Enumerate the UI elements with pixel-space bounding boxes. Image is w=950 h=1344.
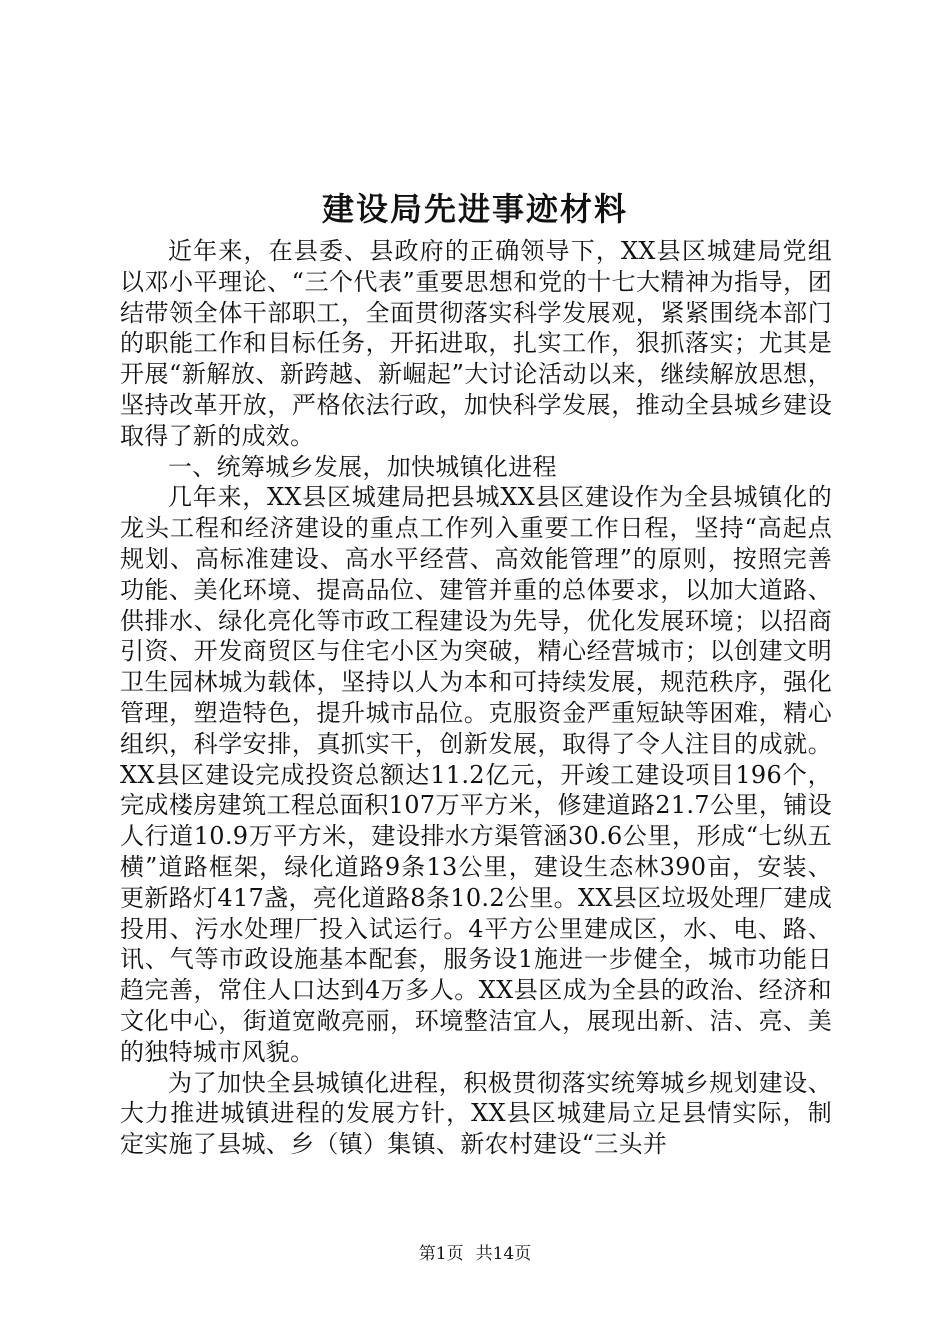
page-number: 第1页: [418, 1244, 464, 1264]
page-total: 共14页: [475, 1244, 532, 1264]
page-footer: [0, 1242, 950, 1266]
paragraph-urbanization: 为了加快全县城镇化进程，积极贯彻落实统筹城乡规划建设、大力推进城镇进程的发展方针，XX县区城建局立足县情实际，制定实施了县城、乡（镇）集镇、新农村建设“三头并: [120, 1068, 832, 1159]
document-title: 建设局先进事迹材料: [321, 190, 628, 228]
paragraph-intro: 近年来，在县委、县政府的正确领导下，XX县区城建局党组以邓小平理论、“三个代表”重要思想和党的十七大精神为指导，团结带领全体干部职工，全面贯彻落实科学发展观，紧紧围绕本部门的职能工作和目标任务，开拓进取，扎实工作，狠抓落实；尤其是开展“新解放、新跨越、新崛起”大讨论活动以来，继续解放思想，坚持改革开放，严格依法行政，加快科学发展，推动全县城乡建设取得了新的成效。: [120, 237, 832, 450]
section-heading: 一、统筹城乡发展，加快城镇化进程: [168, 452, 557, 481]
document-body: [120, 236, 832, 1160]
paragraph-achievements: 几年来，XX县区城建局把县城XX县区建设作为全县城镇化的龙头工程和经济建设的重点工作列入重要工作日程，坚持“高起点规划、高标准建设、高水平经营、高效能管理”的原则，按照完善功能、美化环境、提高品位、建管并重的总体要求，以加大道路、供排水、绿化亮化等市政工程建设为先导，优化发展环境；以招商引资、开发商贸区与住宅小区为突破，精心经营城市；以创建文明卫生园林城为载体，坚持以人为本和可持续发展，规范秩序，强化管理，塑造特色，提升城市品位。克服资金严重短缺等困难，精心组织，科学安排，真抓实干，创新发展，取得了令人注目的成就。XX县区建设完成投资总额达11.2亿元，开竣工建设项目196个，完成楼房建筑工程总面积107万平方米，修建道路21.7公里，铺设人行道10.9万平方米，建设排水方渠管涵30.6公里，形成“七纵五横”道路框架，绿化道路9条13公里，建设生态林390亩，安装、更新路灯417盏，亮化道路8条10.2公里。XX县区垃圾处理厂建成投用、污水处理厂投入试运行。4平方公里建成区，水、电、路、讯、气等市政设施基本配套，服务设1施进一步健全，城市功能日趋完善，常住人口达到4万多人。XX县区成为全县的政治、经济和文化中心，街道宽敞亮丽，环境整洁宜人，展现出新、洁、亮、美的独特城市风貌。: [120, 483, 832, 1066]
